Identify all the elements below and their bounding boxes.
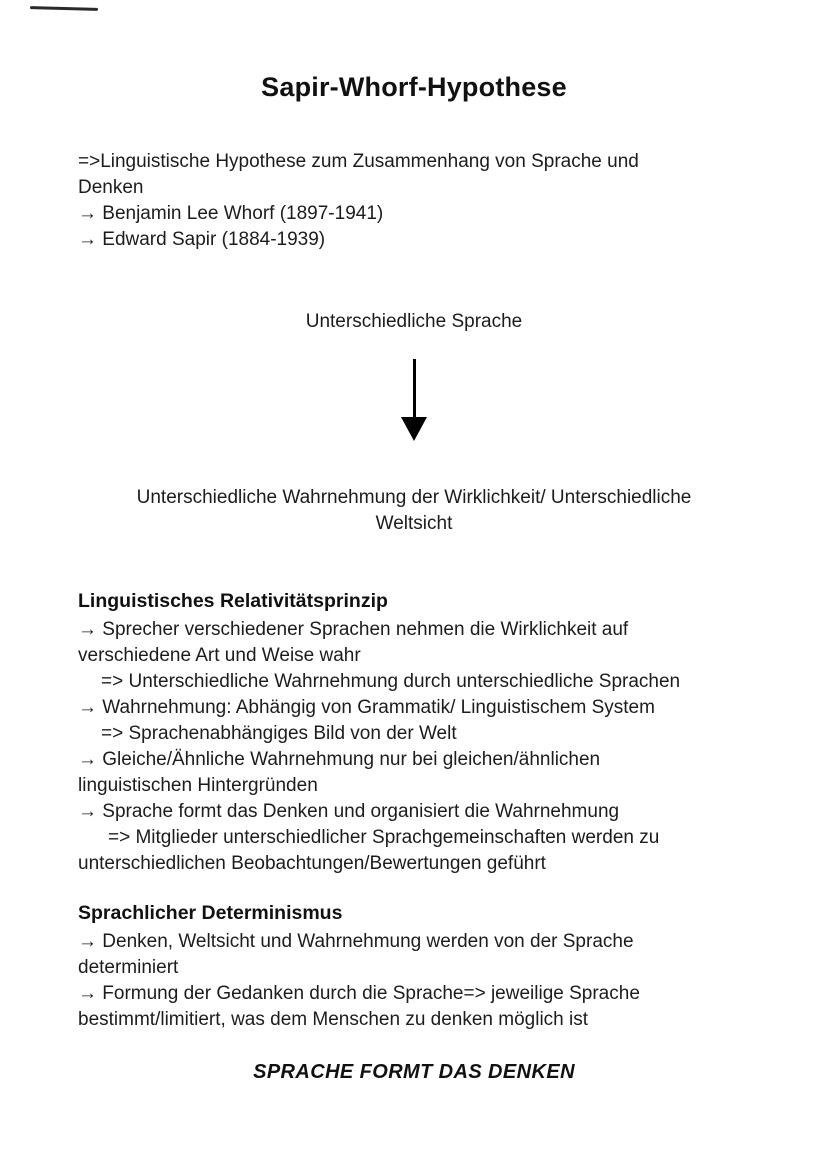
flow-bottom-line: Unterschiedliche Wahrnehmung der Wirklichkeit/ Unterschiedliche [136, 487, 692, 508]
text-line: verschiedene Art und Weise wahr [78, 645, 361, 666]
intro-line: Denken [78, 177, 144, 198]
text-line: determiniert [78, 957, 179, 978]
down-arrow-icon [78, 359, 750, 441]
text-line: → Sprecher verschiedener Sprachen nehmen die Wirklichkeit auf [78, 619, 629, 640]
text-line: bestimmt/limitiert, was dem Menschen zu denken möglich ist [78, 1009, 589, 1030]
text-line: → Denken, Weltsicht und Wahrnehmung werden von der Sprache [78, 931, 634, 952]
footer-slogan: SPRACHE FORMT DAS DENKEN [253, 1061, 575, 1083]
text-line: => Mitglieder unterschiedlicher Sprachgemeinschaften werden zu [108, 827, 660, 848]
section-body-determinismus [78, 929, 750, 1033]
page-title: Sapir-Whorf-Hypothese [261, 72, 567, 102]
text-line: => Unterschiedliche Wahrnehmung durch unterschiedliche Sprachen [101, 671, 681, 692]
section-body-relativitaetsprinzip [78, 617, 750, 877]
text-line: → Wahrnehmung: Abhängig von Grammatik/ Linguistischem System [78, 697, 655, 718]
page-content [0, 149, 828, 1084]
intro-line: =>Linguistische Hypothese zum Zusammenhang von Sprache und [78, 151, 639, 172]
flow-top-label: Unterschiedliche Sprache [305, 311, 523, 332]
section-heading-determinismus: Sprachlicher Determinismus [78, 902, 343, 924]
intro-line: → Benjamin Lee Whorf (1897-1941) [78, 203, 384, 224]
intro-block [78, 149, 750, 253]
text-line: → Gleiche/Ähnliche Wahrnehmung nur bei gleichen/ähnlichen [78, 749, 601, 770]
section-heading-relativitaetsprinzip: Linguistisches Relativitätsprinzip [78, 590, 388, 612]
flow-bottom-line: Weltsicht [375, 513, 453, 534]
flow-bottom-label [78, 485, 750, 537]
text-line: linguistischen Hintergründen [78, 775, 318, 796]
text-line: → Formung der Gedanken durch die Sprache=> jeweilige Sprache [78, 983, 640, 1004]
text-line: => Sprachenabhängiges Bild von der Welt [101, 723, 457, 744]
down-arrow-shaft [413, 359, 416, 417]
intro-line: → Edward Sapir (1884-1939) [78, 229, 326, 250]
down-arrow-head [401, 417, 427, 441]
text-line: unterschiedlichen Beobachtungen/Bewertungen geführt [78, 853, 546, 874]
text-line: → Sprache formt das Denken und organisiert die Wahrnehmung [78, 801, 620, 822]
